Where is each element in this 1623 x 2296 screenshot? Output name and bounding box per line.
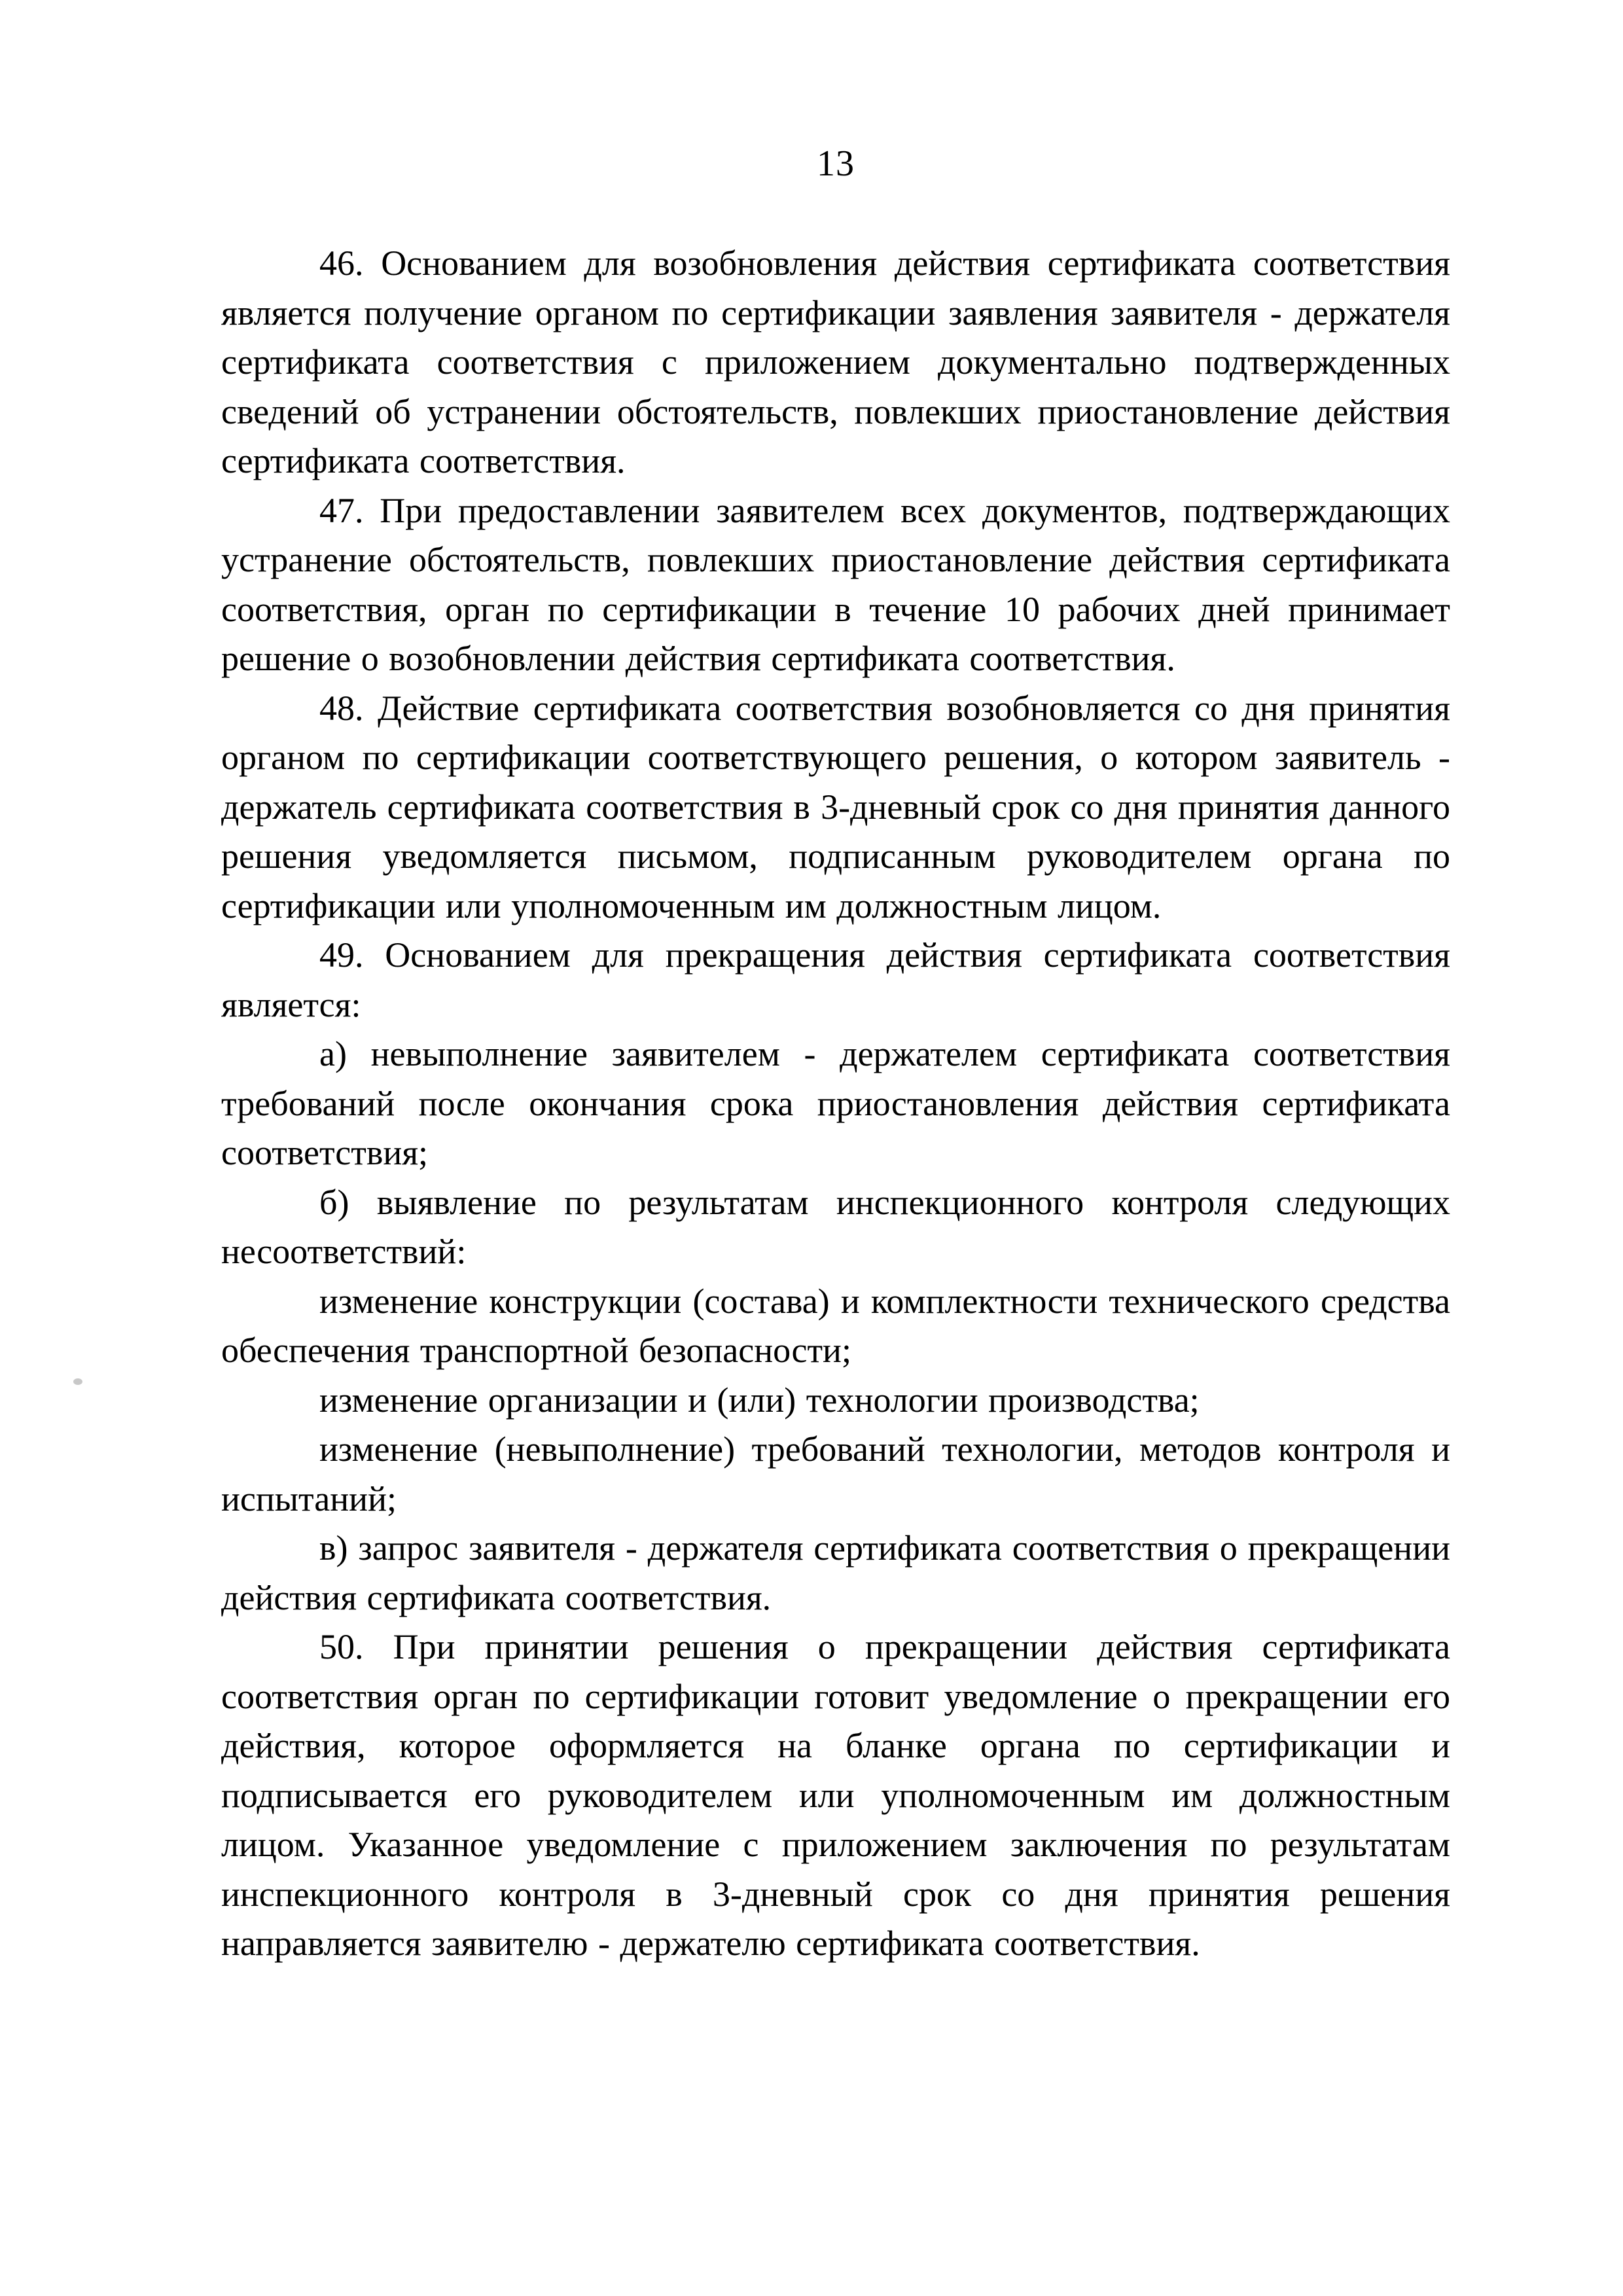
- clause-46: 46. Основанием для возобновления действия сертификата соответствия является получение органом по сертификации заявления заявителя - держателя сертификата соответствия с приложением документально подтвержденных сведений об устранении обстоятельств, повлекших приостановление действия сертификата соответствия.: [221, 243, 1450, 480]
- clause-49-b: б) выявление по результатам инспекционного контроля следующих несоответствий:: [221, 1182, 1450, 1271]
- page-number: 13: [817, 143, 855, 184]
- clause-49-b-item-2: изменение организации и (или) технологии производства;: [319, 1380, 1200, 1420]
- document-body: [221, 239, 1450, 1969]
- clause-49-b-item-3: изменение (невыполнение) требований технологии, методов контроля и испытаний;: [221, 1429, 1450, 1518]
- clause-47: 47. При предоставлении заявителем всех документов, подтверждающих устранение обстоятельств, повлекших приостановление действия сертификата соответствия, орган по сертификации в течение 10 рабочих дней принимает решение о возобновлении действия сертификата соответствия.: [221, 490, 1450, 678]
- clause-49: 49. Основанием для прекращения действия сертификата соответствия является:: [221, 935, 1450, 1024]
- clause-49-b-item-1: изменение конструкции (состава) и комплектности технического средства обеспечения транспортной безопасности;: [221, 1281, 1450, 1370]
- clause-48: 48. Действие сертификата соответствия возобновляется со дня принятия органом по сертификации соответствующего решения, о котором заявитель - держатель сертификата соответствия в 3-дневный срок со дня принятия данного решения уведомляется письмом, подписанным руководителем органа по сертификации или уполномоченным им должностным лицом.: [221, 688, 1450, 925]
- scan-artifact: [73, 1378, 82, 1385]
- clause-49-a: а) невыполнение заявителем - держателем сертификата соответствия требований после окончания срока приостановления действия сертификата соответствия;: [221, 1034, 1450, 1172]
- clause-49-v: в) запрос заявителя - держателя сертификата соответствия о прекращении действия сертификата соответствия.: [221, 1528, 1450, 1617]
- clause-50: 50. При принятии решения о прекращении действия сертификата соответствия орган по сертификации готовит уведомление о прекращении его действия, которое оформляется на бланке органа по сертификации и подписывается его руководителем или уполномоченным им должностным лицом. Указанное уведомление с приложением заключения по результатам инспекционного контроля в 3-дневный срок со дня принятия решения направляется заявителю - держателю сертификата соответствия.: [221, 1627, 1450, 1963]
